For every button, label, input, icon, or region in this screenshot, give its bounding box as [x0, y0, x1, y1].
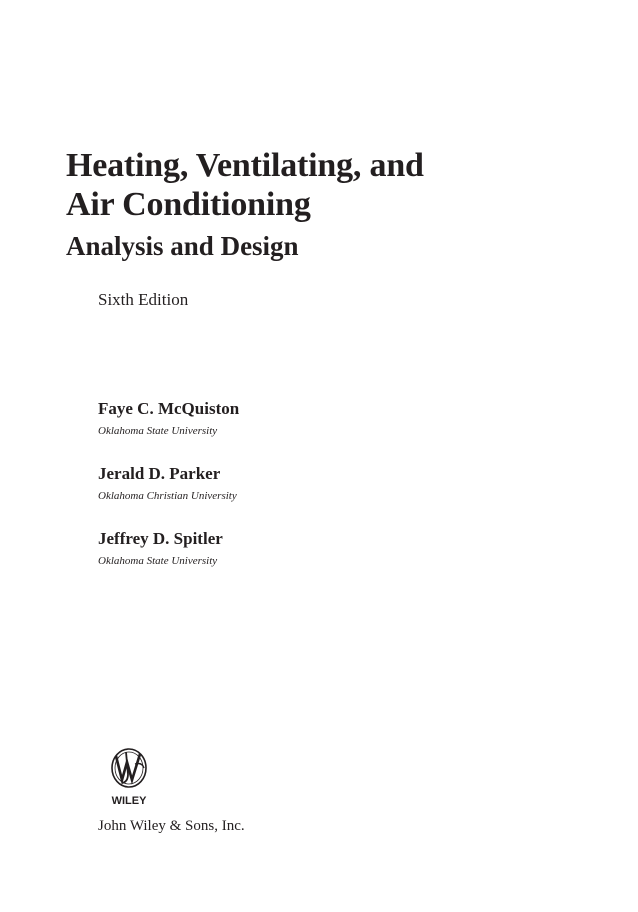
- author-name: Faye C. McQuiston: [98, 399, 240, 418]
- wiley-logo-text: WILEY: [111, 795, 147, 807]
- author-affiliation: Oklahoma State University: [98, 555, 218, 567]
- author-list: [98, 398, 498, 593]
- wiley-logo-icon: [104, 746, 156, 808]
- author-name: Jerald D. Parker: [98, 464, 221, 483]
- author-affiliation: Oklahoma State University: [98, 425, 218, 437]
- book-title-line-2: Air Conditioning: [66, 186, 311, 223]
- publisher-name: John Wiley & Sons, Inc.: [98, 818, 245, 834]
- author-entry: [98, 398, 498, 463]
- author-name: Jeffrey D. Spitler: [98, 529, 223, 548]
- author-affiliation: Oklahoma Christian University: [98, 490, 237, 502]
- title-block: [66, 146, 606, 262]
- book-subtitle: Analysis and Design: [66, 231, 299, 261]
- author-entry: [98, 528, 498, 593]
- book-title-line-1: Heating, Ventilating, and: [66, 147, 424, 184]
- author-entry: [98, 463, 498, 528]
- edition-label: Sixth Edition: [98, 290, 189, 309]
